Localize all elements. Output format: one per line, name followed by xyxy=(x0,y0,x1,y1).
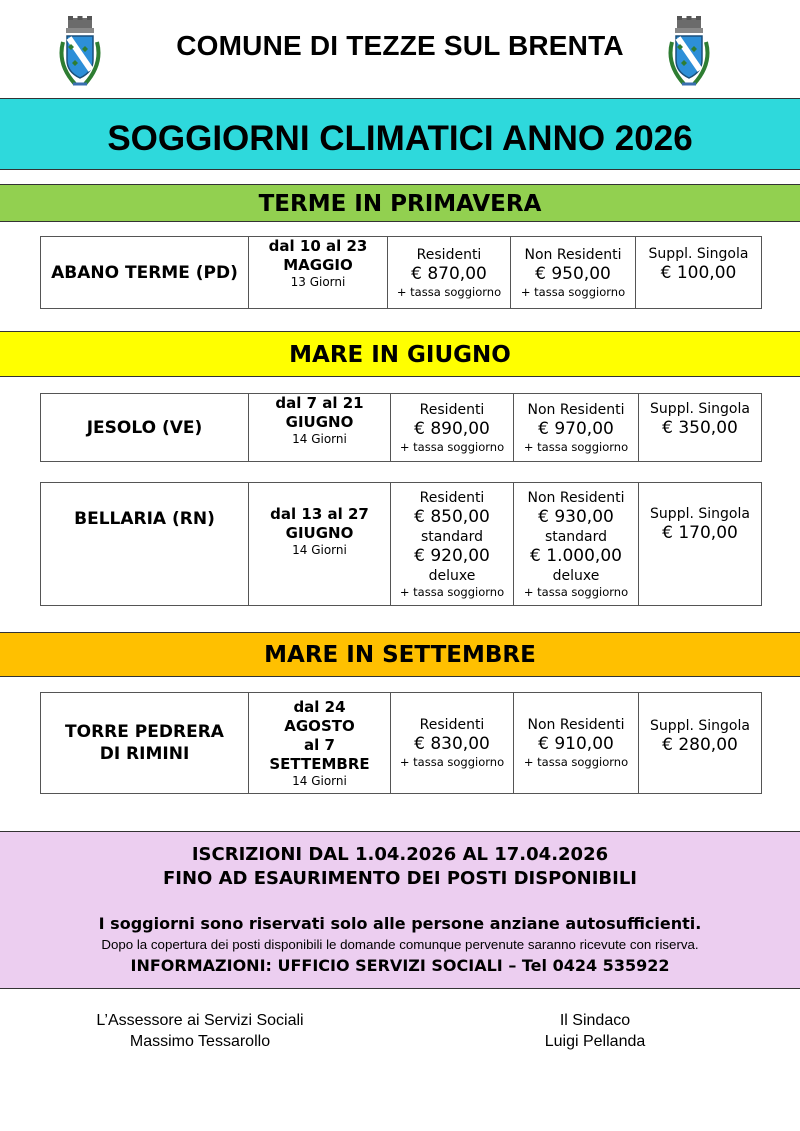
value-single-supplement: € 350,00 xyxy=(662,418,738,438)
single-supplement-torre-pedrera xyxy=(639,693,762,794)
label-single: Suppl. Singola xyxy=(650,401,750,417)
value-nonresident-standard: € 930,00 xyxy=(538,506,614,527)
label-non-residents: Non Residenti xyxy=(527,717,625,733)
destination-abano: ABANO TERME (PD) xyxy=(41,237,249,309)
trip-table-jesolo xyxy=(40,393,762,462)
days-torre-pedrera: 14 Giorni xyxy=(292,774,347,788)
dates-jesolo-line1: dal 7 al 21 xyxy=(275,394,364,412)
destination-torre-pedrera xyxy=(41,693,249,794)
dates-torre-pedrera xyxy=(249,693,391,794)
price-nonresident-abano xyxy=(511,237,636,309)
dates-abano-line2: MAGGIO xyxy=(283,256,353,274)
dates-jesolo xyxy=(249,394,391,462)
label-tax: + tassa soggiorno xyxy=(399,755,505,769)
label-deluxe: deluxe xyxy=(552,567,600,584)
price-nonresident-torre-pedrera xyxy=(514,693,639,794)
dates-bellaria xyxy=(249,483,391,606)
days-jesolo: 14 Giorni xyxy=(292,432,347,446)
destination-torre-line2: DI RIMINI xyxy=(99,744,190,764)
price-resident-torre-pedrera xyxy=(391,693,514,794)
dates-abano xyxy=(249,237,388,309)
sindaco-name: Luigi Pellanda xyxy=(544,1033,646,1050)
days-abano: 13 Giorni xyxy=(290,275,346,289)
label-residents: Residenti xyxy=(419,717,485,733)
section-terme-title: TERME IN PRIMAVERA xyxy=(258,191,542,217)
section-settembre-band xyxy=(0,632,800,677)
label-tax: + tassa soggiorno xyxy=(523,584,629,599)
availability-note: FINO AD ESAURIMENTO DEI POSTI DISPONIBILI xyxy=(162,868,638,889)
contact-info: INFORMAZIONI: UFFICIO SERVIZI SOCIALI – Tel 0424 535922 xyxy=(130,956,670,975)
assessore-name: Massimo Tessarollo xyxy=(129,1033,271,1050)
price-resident-abano xyxy=(388,237,511,309)
label-tax: + tassa soggiorno xyxy=(523,439,629,454)
label-tax: + tassa soggiorno xyxy=(399,439,505,454)
eligibility-note: I soggiorni sono riservati solo alle persone anziane autosufficienti. xyxy=(98,914,702,933)
value-nonresident-price: € 950,00 xyxy=(535,263,611,284)
registration-info-box xyxy=(0,831,800,989)
value-resident-standard: € 850,00 xyxy=(414,506,490,527)
dates-torre-line4: SETTEMBRE xyxy=(269,755,370,773)
price-nonresident-jesolo xyxy=(514,394,639,462)
registration-dates: ISCRIZIONI DAL 1.04.2026 AL 17.04.2026 xyxy=(191,844,609,865)
value-resident-deluxe: € 920,00 xyxy=(414,545,490,566)
value-nonresident-deluxe: € 1.000,00 xyxy=(530,545,622,566)
label-single: Suppl. Singola xyxy=(648,246,749,262)
dates-torre-line2: AGOSTO xyxy=(284,717,355,735)
label-non-residents: Non Residenti xyxy=(527,489,625,506)
single-supplement-jesolo xyxy=(639,394,762,462)
section-giugno-band xyxy=(0,331,800,377)
days-bellaria: 14 Giorni xyxy=(292,543,347,557)
title-band xyxy=(0,98,800,170)
dates-torre-line1: dal 24 xyxy=(293,698,346,716)
price-resident-jesolo xyxy=(391,394,514,462)
signature-sindaco xyxy=(500,1010,690,1052)
signature-assessore xyxy=(70,1010,330,1052)
label-tax: + tassa soggiorno xyxy=(523,755,629,769)
label-standard: standard xyxy=(544,528,608,545)
single-supplement-bellaria xyxy=(639,483,762,606)
value-resident-price: € 890,00 xyxy=(414,418,490,439)
section-giugno-title: MARE IN GIUGNO xyxy=(289,342,511,368)
label-non-residents: Non Residenti xyxy=(524,246,622,263)
value-single-supplement: € 170,00 xyxy=(662,523,738,543)
price-resident-bellaria xyxy=(391,483,514,606)
destination-jesolo: JESOLO (VE) xyxy=(41,394,249,462)
label-single: Suppl. Singola xyxy=(650,717,750,734)
label-standard: standard xyxy=(420,528,484,545)
value-resident-price: € 830,00 xyxy=(414,734,490,754)
single-supplement-abano xyxy=(636,237,762,309)
dates-torre-line3: al 7 xyxy=(304,736,335,754)
label-tax: + tassa soggiorno xyxy=(399,584,505,599)
destination-bellaria: BELLARIA (RN) xyxy=(41,483,249,606)
label-non-residents: Non Residenti xyxy=(527,401,625,418)
trip-table-abano xyxy=(40,236,762,309)
section-terme-band xyxy=(0,184,800,222)
dates-bellaria-line1: dal 13 al 27 xyxy=(270,505,369,523)
section-settembre-title: MARE IN SETTEMBRE xyxy=(264,642,536,668)
assessore-role: L’Assessore ai Servizi Sociali xyxy=(96,1012,304,1029)
label-deluxe: deluxe xyxy=(428,567,476,584)
municipality-name: COMUNE DI TEZZE SUL BRENTA xyxy=(176,30,624,61)
dates-bellaria-line2: GIUGNO xyxy=(285,524,354,542)
destination-torre-line1: TORRE PEDRERA xyxy=(65,722,224,742)
label-residents: Residenti xyxy=(416,246,482,263)
label-tax: + tassa soggiorno xyxy=(396,284,502,299)
value-nonresident-price: € 970,00 xyxy=(538,418,614,439)
dates-abano-line1: dal 10 al 23 xyxy=(268,237,368,255)
page-title: SOGGIORNI CLIMATICI ANNO 2026 xyxy=(107,119,693,158)
value-single-supplement: € 280,00 xyxy=(662,734,738,755)
value-single-supplement: € 100,00 xyxy=(660,263,737,283)
reserve-note: Dopo la copertura dei posti disponibili le domande comunque pervenute saranno ricevute con riserva. xyxy=(101,937,699,952)
label-residents: Residenti xyxy=(419,489,485,506)
value-nonresident-price: € 910,00 xyxy=(538,734,614,754)
dates-jesolo-line2: GIUGNO xyxy=(285,413,354,431)
trip-table-torre-pedrera xyxy=(40,692,762,794)
label-tax: + tassa soggiorno xyxy=(520,284,626,299)
sindaco-role: Il Sindaco xyxy=(559,1012,631,1029)
label-residents: Residenti xyxy=(419,401,485,418)
label-single: Suppl. Singola xyxy=(650,506,750,522)
value-resident-price: € 870,00 xyxy=(411,263,487,284)
price-nonresident-bellaria xyxy=(514,483,639,606)
trip-table-bellaria xyxy=(40,482,762,606)
